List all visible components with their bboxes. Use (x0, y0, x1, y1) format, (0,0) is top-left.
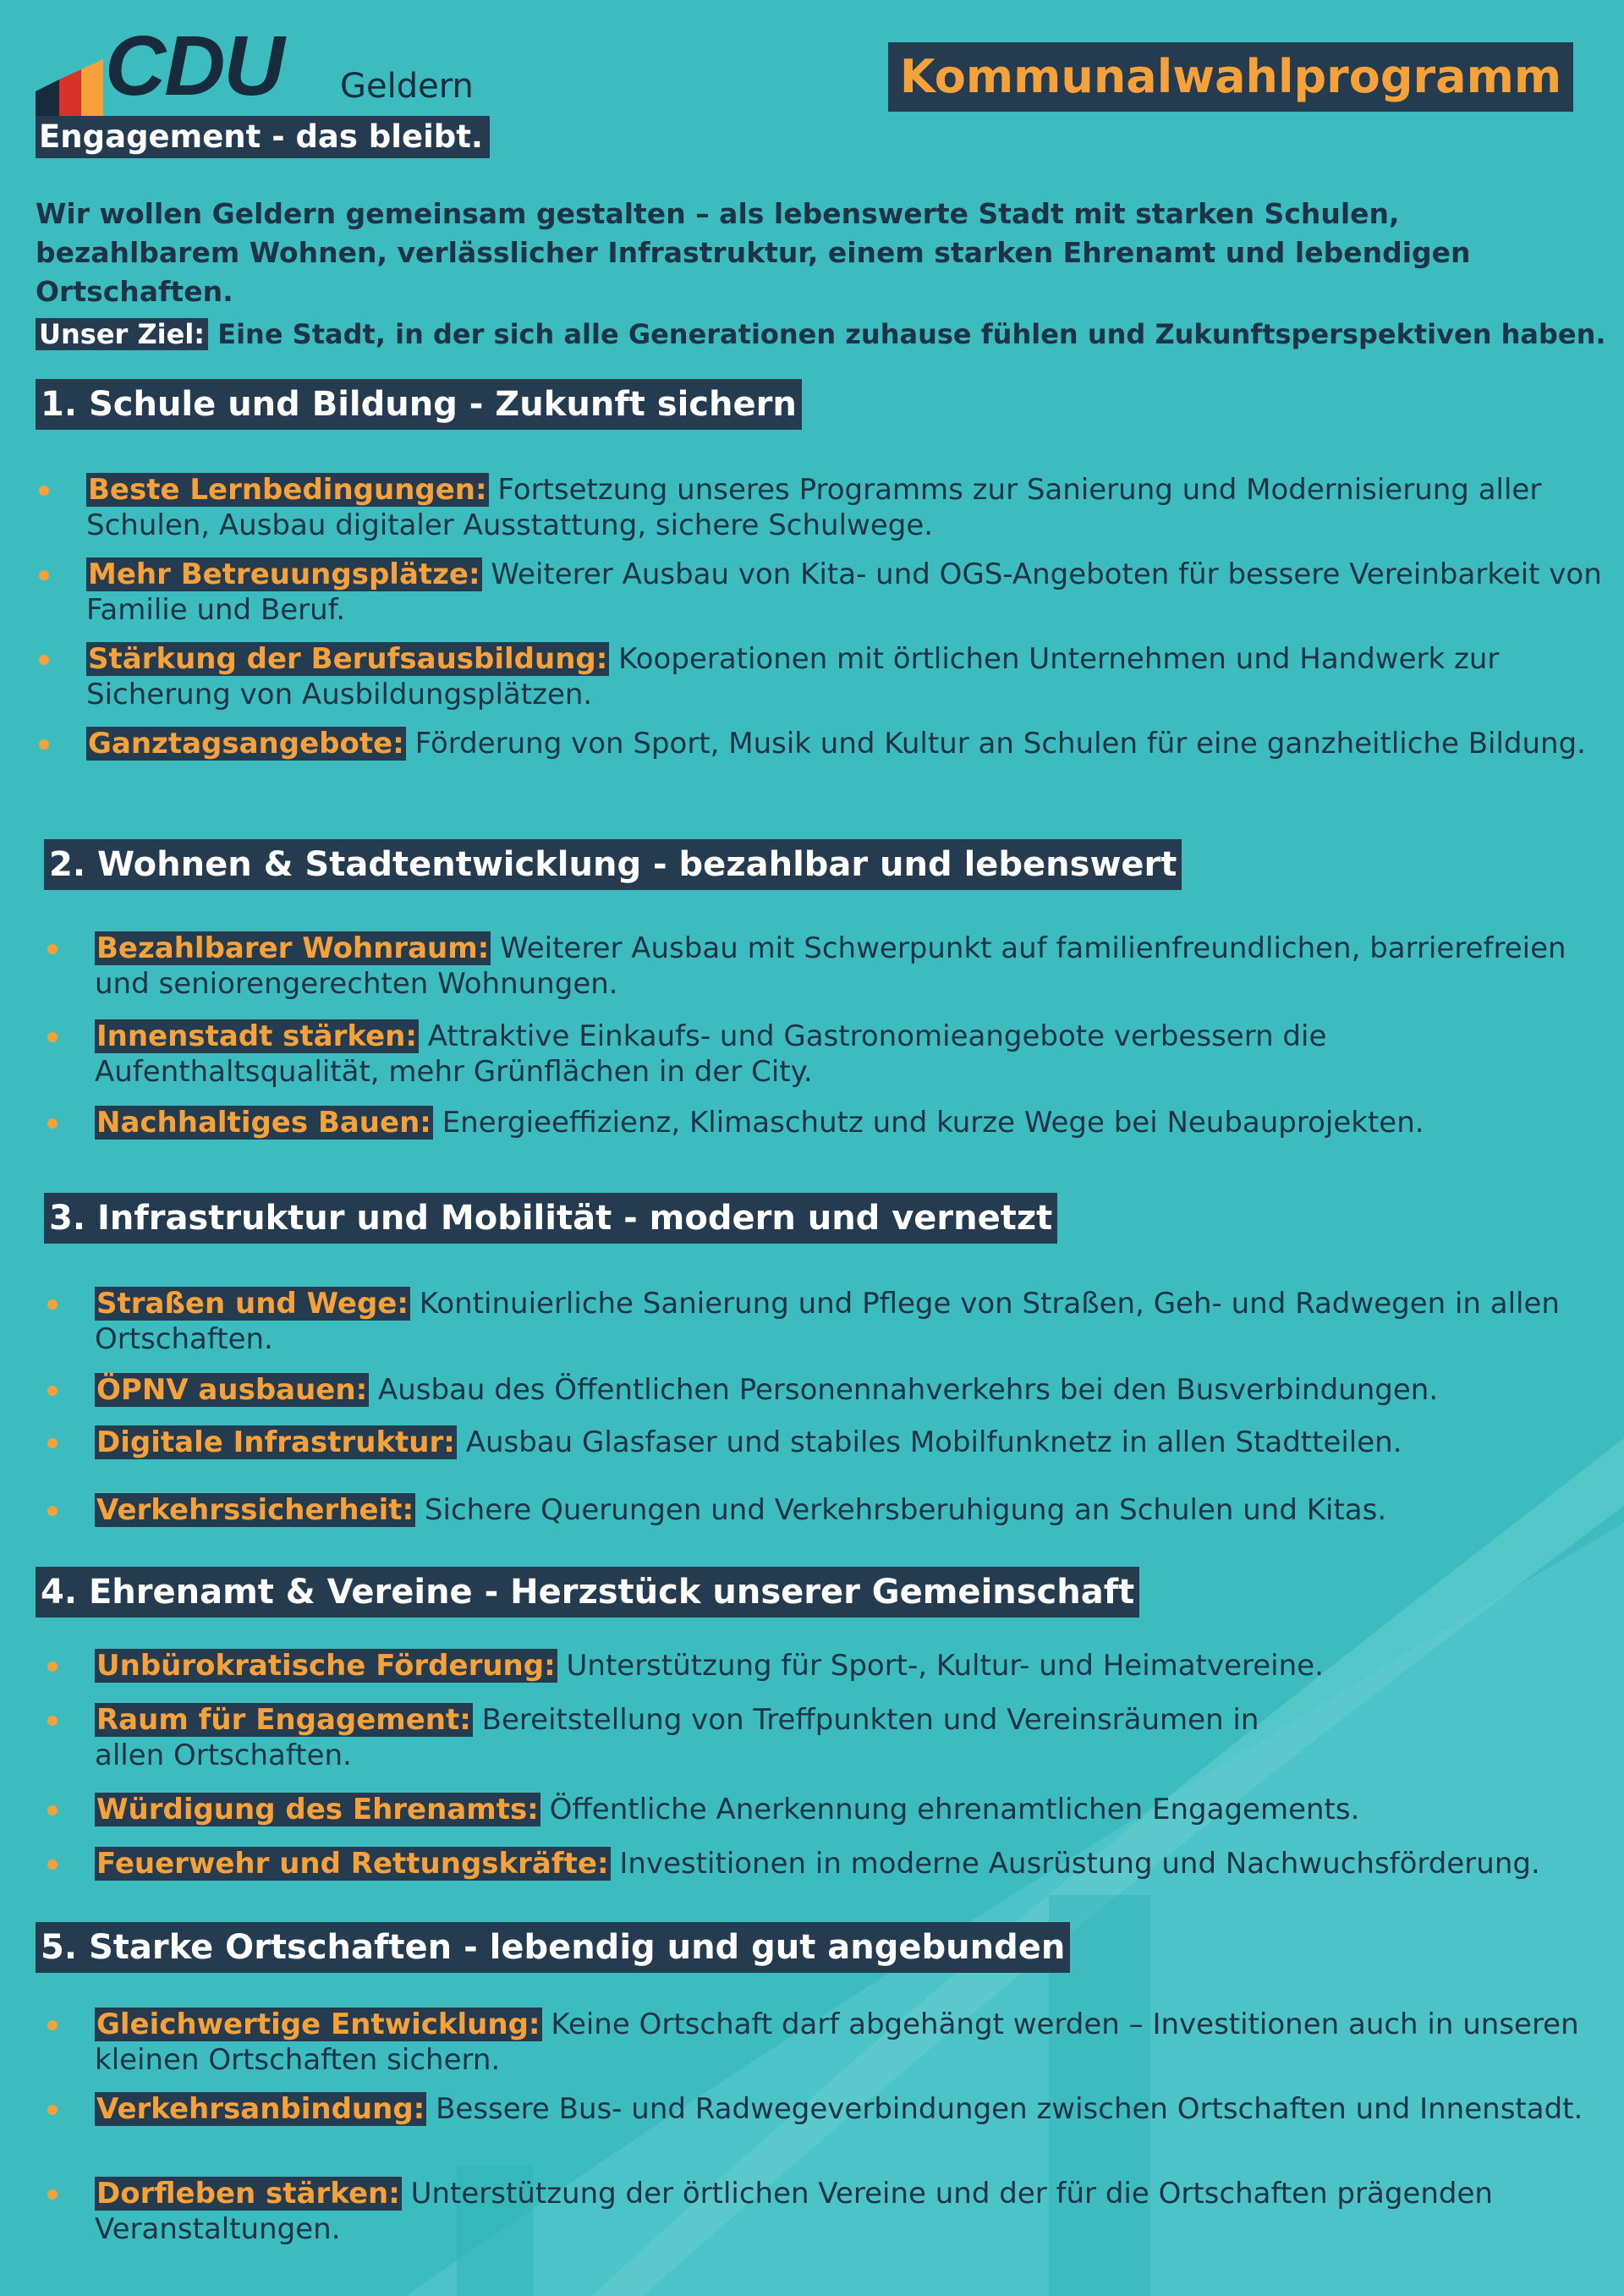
item-label: Bezahlbarer Wohnraum: (96, 931, 490, 965)
section-title: 5. Starke Ortschaften - lebendig und gut angebunden (36, 1922, 1070, 1973)
item-text: Bereitstellung von Treffpunkten und Vereinsräumen in allen Ortschaften. (95, 1703, 1259, 1772)
bullet-icon (47, 1118, 58, 1129)
item-label: Innenstadt stärken: (96, 1019, 417, 1053)
item-label: Ganztagsangebote: (88, 727, 404, 761)
bullet-icon (47, 1032, 58, 1042)
bullet-icon (47, 1662, 58, 1672)
item-text: Fortsetzung unseres Programms zur Sanierung und Modernisierung aller Schulen, Ausbau digitaler Ausstattung, sichere Schulwege. (86, 473, 1542, 542)
item-text: Weiterer Ausbau von Kita- und OGS-Angeboten für bessere Vereinbarkeit von Familie und Beruf. (86, 558, 1602, 627)
intro-lead: Wir wollen Geldern (36, 197, 337, 230)
section-villages (36, 1922, 1609, 2246)
item-text: Öffentliche Anerkennung ehrenamtlichen Engagements. (549, 1793, 1360, 1826)
goal-text: Eine Stadt, in der sich alle Generationen zuhause fühlen und Zukunftsperspektiven haben. (217, 318, 1606, 350)
item-label: Raum für Engagement: (96, 1703, 471, 1737)
bullet-icon (47, 1438, 58, 1448)
cdu-logo (36, 19, 509, 113)
item-label: Mehr Betreuungsplätze: (88, 558, 480, 591)
goal-label: Unser Ziel: (36, 318, 208, 350)
item-label: Würdigung des Ehrenamts: (96, 1793, 539, 1826)
bullet-icon (47, 1716, 58, 1726)
bullet-icon (47, 2105, 58, 2115)
item-label: Unbürokratische Förderung: (96, 1649, 556, 1683)
item-text: Energieeffizienz, Klimaschutz und kurze Wege bei Neubauprojekten. (442, 1106, 1424, 1140)
section-title: 4. Ehrenamt & Vereine - Herzstück unserer Gemeinschaft (36, 1567, 1139, 1618)
item-text: Attraktive Einkaufs- und Gastronomieangebote verbessern die Aufenthaltsqualität, mehr Grünflächen in der City. (95, 1019, 1327, 1089)
section-housing (44, 839, 1617, 1140)
item-label: Verkehrsanbindung: (96, 2092, 425, 2126)
bullet-icon (47, 1805, 58, 1815)
item-label: Verkehrssicherheit: (96, 1493, 414, 1527)
bullet-icon (47, 1506, 58, 1516)
bullet-icon (39, 486, 49, 496)
bullet-icon (47, 944, 58, 954)
logo-party-name: CDU (105, 19, 283, 113)
item-text: Sichere Querungen und Verkehrsberuhigung an Schulen und Kitas. (424, 1493, 1387, 1527)
section-title: 1. Schule und Bildung - Zukunft sichern (36, 379, 802, 430)
intro-emphasis: gemeinsam gestalten (345, 197, 686, 230)
item-text: Kooperationen mit örtlichen Unternehmen und Handwerk zur Sicherung von Ausbildungsplätzen. (86, 642, 1500, 711)
item-text: Investitionen in moderne Ausrüstung und Nachwuchsförderung. (619, 1847, 1540, 1881)
bullet-icon (47, 2020, 58, 2030)
item-text: Keine Ortschaft darf abgehängt werden – Investitionen auch in unseren kleinen Ortschaften sichern. (95, 2008, 1579, 2077)
bullet-icon (39, 739, 49, 750)
item-text: Weiterer Ausbau mit Schwerpunkt auf familienfreundlichen, barrierefreien und seniorengerechten Wohnungen. (95, 931, 1566, 1001)
bullet-icon (47, 1859, 58, 1870)
item-label: Stärkung der Berufsausbildung: (88, 642, 608, 676)
item-text: Ausbau Glasfaser und stabiles Mobilfunknetz in allen Stadtteilen. (465, 1425, 1402, 1459)
item-text: Ausbau des Öffentlichen Personennahverkehrs bei den Busverbindungen. (377, 1373, 1439, 1407)
bullet-icon (47, 1299, 58, 1310)
item-label: Digitale Infrastruktur: (96, 1425, 455, 1459)
bullet-icon (39, 570, 49, 580)
item-label: Beste Lernbedingungen: (88, 473, 487, 507)
slogan: Engagement - das bleibt. (36, 116, 490, 158)
intro-paragraph (36, 195, 1600, 311)
logo-city-name: Geldern (340, 67, 474, 106)
item-label: ÖPNV ausbauen: (96, 1373, 368, 1407)
bullet-icon (47, 2189, 58, 2200)
item-label: Feuerwehr und Rettungskräfte: (96, 1847, 609, 1881)
bullet-icon (47, 1386, 58, 1396)
page-title: Kommunalwahlprogramm (888, 42, 1573, 112)
section-title: 3. Infrastruktur und Mobilität - modern und vernetzt (44, 1193, 1057, 1244)
goal-statement (36, 315, 1609, 354)
item-text: Kontinuierliche Sanierung und Pflege von Straßen, Geh- und Radwegen in allen Ortschaften. (95, 1287, 1560, 1356)
intro-rest: – als lebenswerte Stadt mit starken Schulen, bezahlbarem Wohnen, verlässlicher Infrastruktur, einem starken Ehrenamt und lebendigen Ortschaften. (36, 197, 1471, 308)
item-label: Nachhaltiges Bauen: (96, 1106, 431, 1140)
section-title: 2. Wohnen & Stadtentwicklung - bezahlbar und lebenswert (44, 839, 1182, 890)
section-school (36, 379, 1609, 761)
item-text: Unterstützung für Sport-, Kultur- und Heimatvereine. (566, 1649, 1324, 1683)
item-label: Straßen und Wege: (96, 1287, 409, 1321)
section-infrastructure (44, 1193, 1617, 1527)
bullet-icon (39, 655, 49, 665)
item-label: Dorfleben stärken: (96, 2177, 400, 2211)
item-text: Unterstützung der örtlichen Vereine und der für die Ortschaften prägenden Veranstaltungen. (95, 2177, 1493, 2246)
item-label: Gleichwertige Entwicklung: (96, 2008, 540, 2041)
item-text: Bessere Bus- und Radwegeverbindungen zwischen Ortschaften und Innenstadt. (436, 2092, 1583, 2126)
section-volunteering (36, 1567, 1609, 1881)
item-text: Förderung von Sport, Musik und Kultur an Schulen für eine ganzheitliche Bildung. (414, 727, 1586, 761)
